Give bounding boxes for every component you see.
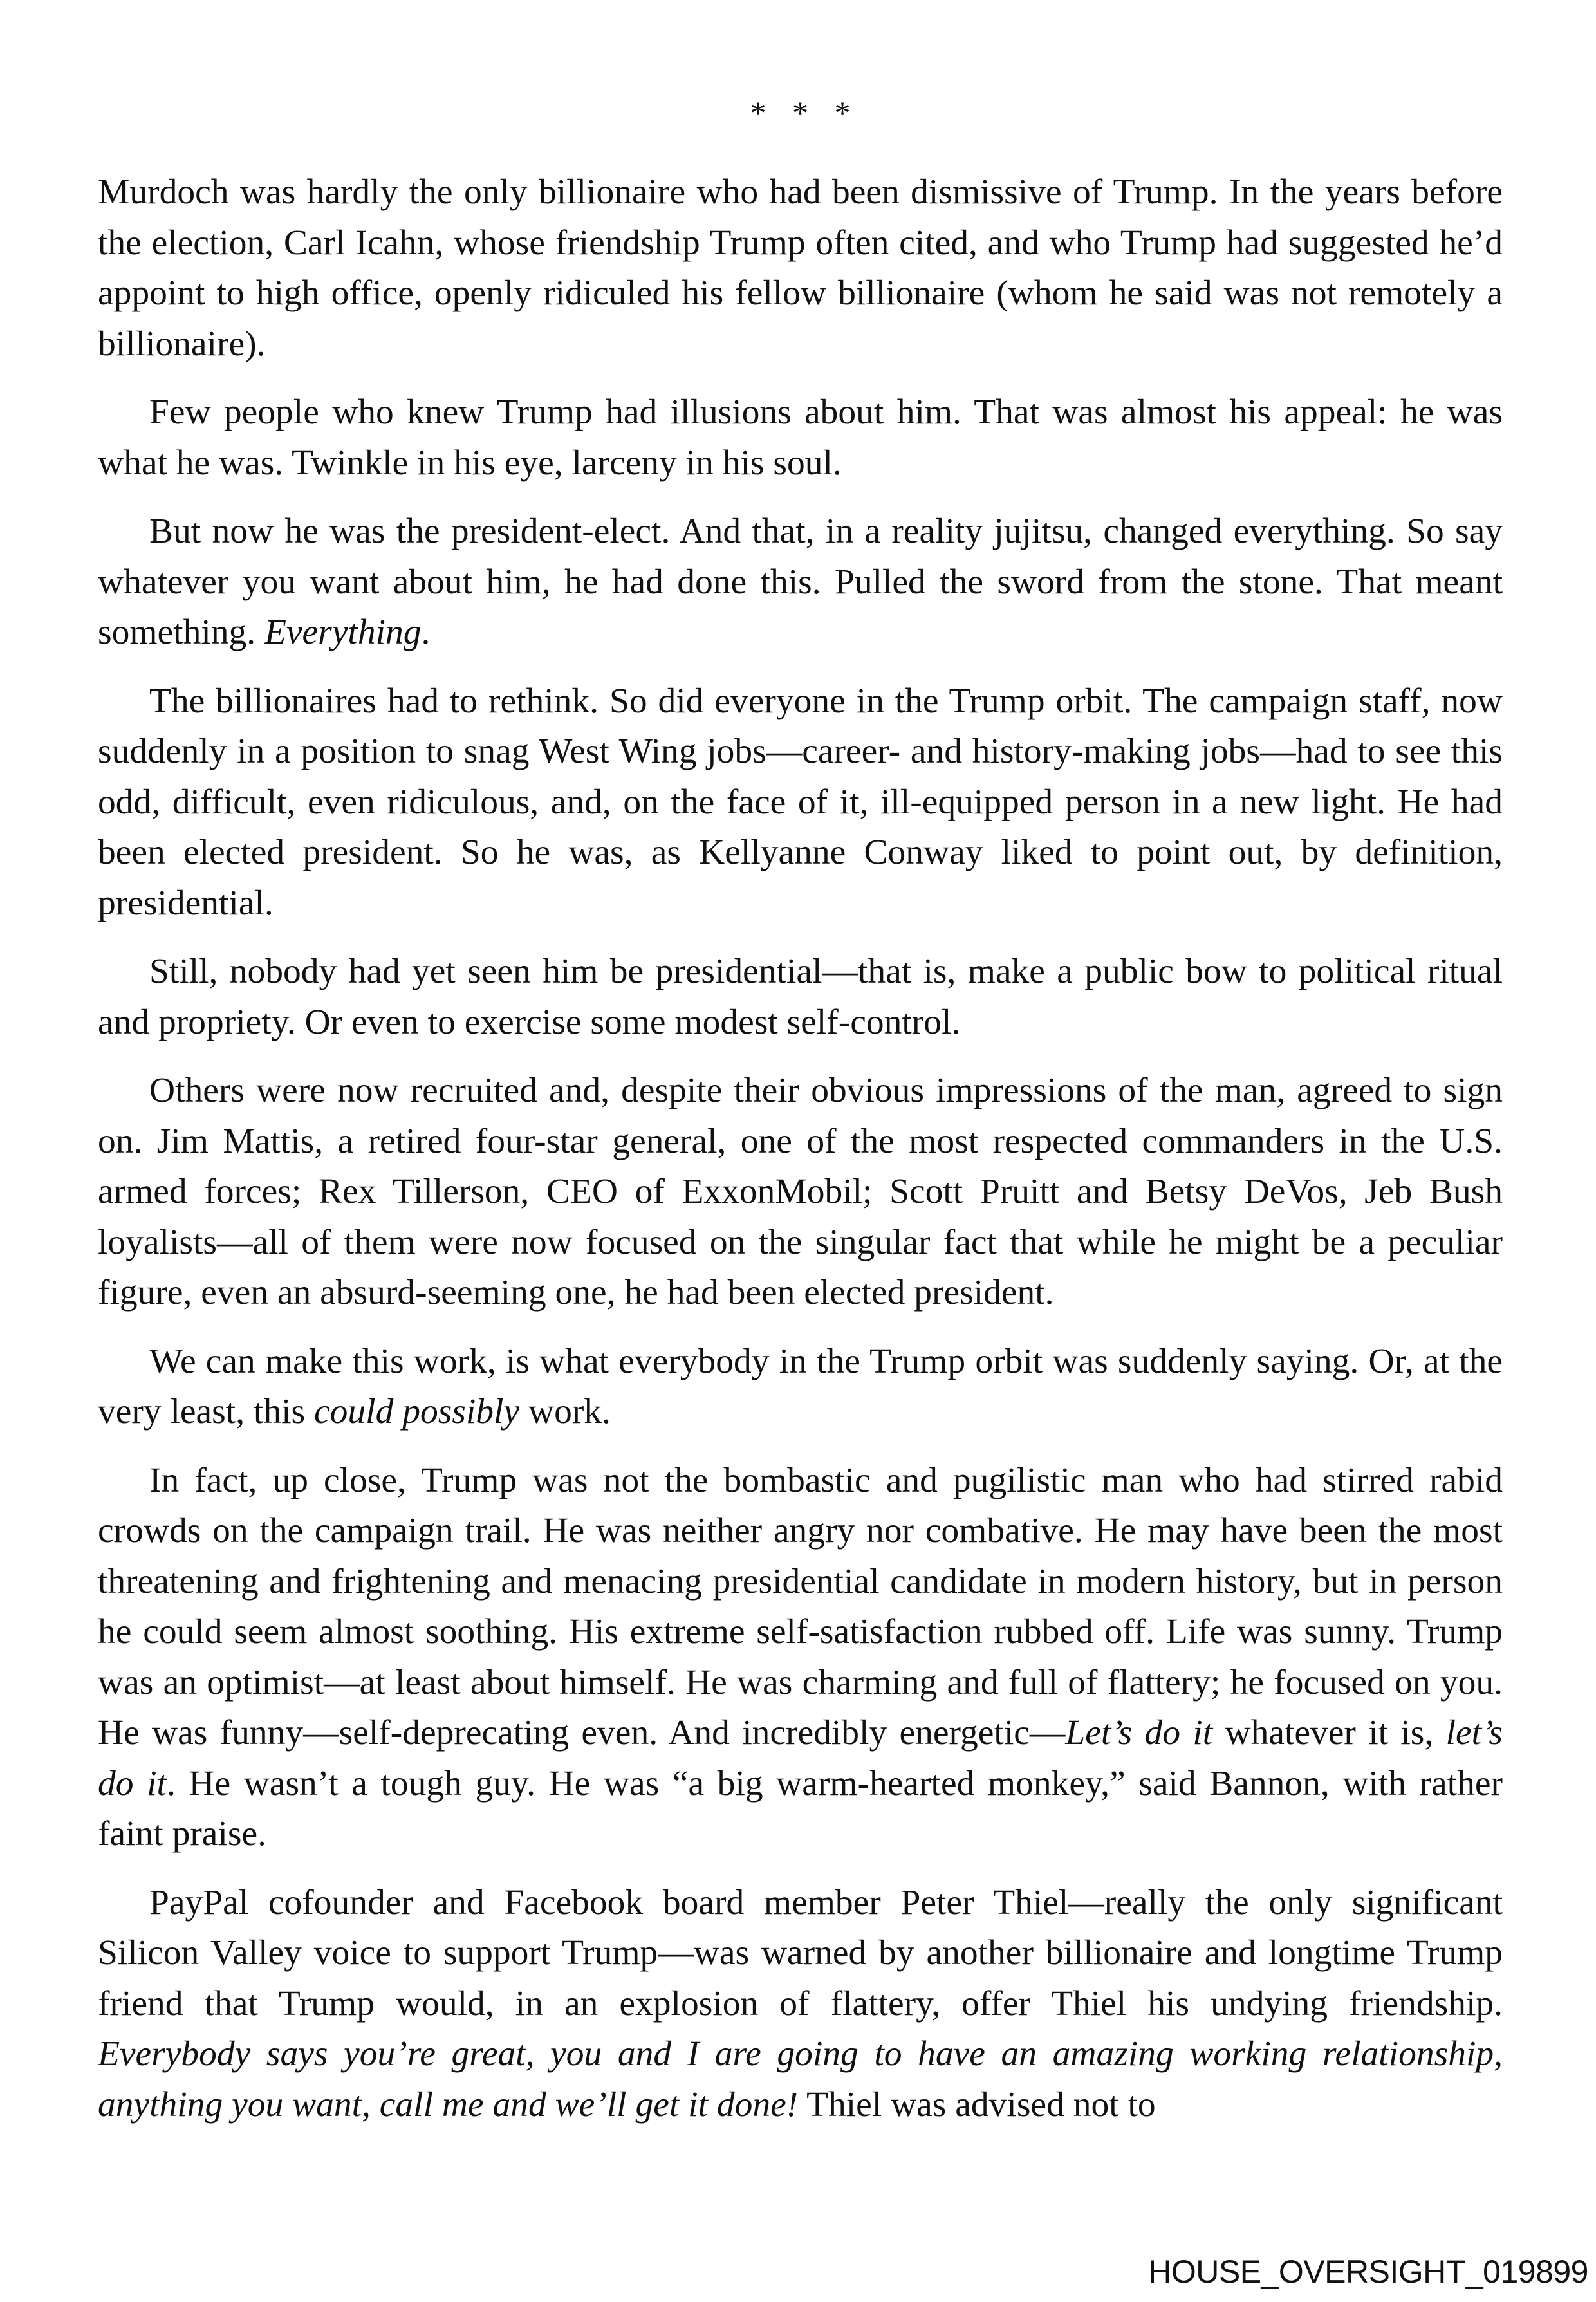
paragraph-text: PayPal cofounder and Facebook board member Peter Thiel—really the only significant Silicon Valley voice to support Trump—was warned by another billionaire and longtime Trump friend that Trump would, in an explosion of flattery, offer Thiel his undying friendship. [98,1882,1503,2023]
paragraph-text: Still, nobody had yet seen him be presidential—that is, make a public bow to political ritual and propriety. Or even to exercise some modest self-control. [98,952,1503,1042]
paragraph-text: . He wasn’t a tough guy. He was “a big warm-hearted monkey,” said Bannon, with rather faint praise. [98,1763,1503,1853]
paragraph-4 [98,676,1503,929]
paragraph-7 [98,1337,1503,1438]
paragraph-text: We can make this work, is what everybody in the Trump orbit was suddenly saying. Or, at the very least, this [98,1341,1503,1431]
paragraph-5 [98,947,1503,1048]
italic-quote: Everybody says you’re great, you and I are going to have an amazing working relationship, anything you want, call me and we’ll get it done! [98,2034,1503,2124]
italic-emphasis: Everything [264,613,422,652]
italic-emphasis: could possibly [314,1392,520,1431]
document-page [98,90,1503,2148]
paragraph-text: Others were now recruited and, despite their obvious impressions of the man, agreed to sign on. Jim Mattis, a retired four-star general, one of the most respected commanders in the U.S. armed forces; Rex Tillerson, CEO of ExxonMobil; Scott Pruitt and Betsy DeVos, Jeb Bush loyalists—all of them were now focused on the singular fact that while he might be a peculiar figure, even an absurd-seeming one, he had been elected president. [98,1071,1503,1312]
paragraph-text: Thiel was advised not to [798,2084,1156,2124]
paragraph-3 [98,506,1503,658]
paragraph-text: The billionaires had to rethink. So did everyone in the Trump orbit. The campaign staff, now suddenly in a position to snag West Wing jobs—career- and history-making jobs—had to see this odd, difficult, even ridiculous, and, on the face of it, ill-equipped person in a new light. He had been elected president. So he was, as Kellyanne Conway liked to point out, by definition, presidential. [98,681,1503,923]
paragraph-text: work. [519,1392,611,1431]
paragraph-9 [98,1878,1503,2131]
italic-emphasis: Let’s do it [1065,1713,1213,1752]
paragraph-text: whatever it is, [1212,1713,1446,1752]
paragraph-text: But now he was the president-elect. And that, in a reality jujitsu, changed everything. So say whatever you want about him, he had done this. Pulled the sword from the stone. That meant something. [98,512,1503,652]
paragraph-text: Few people who knew Trump had illusions about him. That was almost his appeal: he was what he was. Twinkle in his eye, larceny in his soul. [98,393,1503,483]
paragraph-text: Murdoch was hardly the only billionaire who had been dismissive of Trump. In the years before the election, Carl Icahn, whose friendship Trump often cited, and who Trump had suggested he’d appoint to high office, openly ridiculed his fellow billionaire (whom he said was not remotely a billionaire). [98,172,1503,364]
bates-number-footer: HOUSE_OVERSIGHT_019899 [1148,2254,1588,2290]
section-separator: * * * [750,95,860,131]
paragraph-text: . [421,613,431,652]
paragraph-text: In fact, up close, Trump was not the bombastic and pugilistic man who had stirred rabid crowds on the campaign trail. He was neither angry nor combative. He may have been the most threatening and frightening and menacing presidential candidate in modern history, but in person he could seem almost soothing. His extreme self-satisfaction rubbed off. Life was sunny. Trump was an optimist—at least about himself. He was charming and full of flattery; he focused on you. He was funny—self-deprecating even. And incredibly energetic— [98,1460,1503,1752]
paragraph-8 [98,1456,1503,1860]
italic-emphasis: let’s do it [98,1713,1503,1803]
paragraph-6 [98,1066,1503,1319]
paragraph-2 [98,387,1503,488]
paragraph-1 [98,167,1503,369]
